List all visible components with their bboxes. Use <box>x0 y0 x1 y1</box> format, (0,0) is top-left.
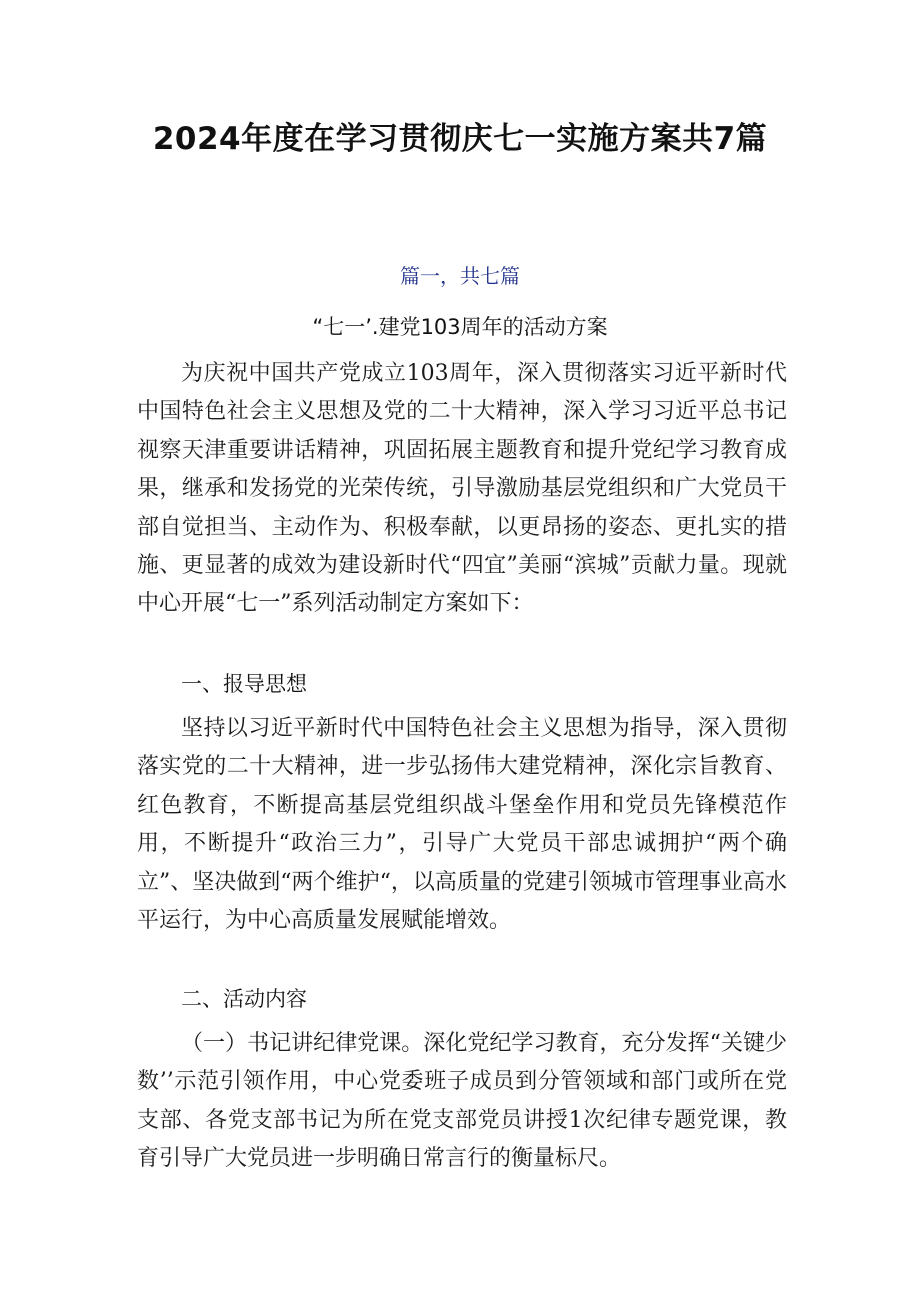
document-subtitle: “七一’.建党103周年的活动方案 <box>312 315 608 339</box>
section-heading-guiding-ideology: 一、报导思想 <box>181 672 307 696</box>
activity-content-paragraph: （一）书记讲纪律党课。深化党纪学习教育，充分发挥“关键少数’’示范引领作用，中心党委班子成员到分管领域和部门或所在党支部、各党支部书记为所在党支部党员讲授1次纪律专题党课，教育引导广大党员进一步明确日常言行的衡量标尺。 <box>137 1031 787 1172</box>
guiding-ideology-paragraph: 坚持以习近平新时代中国特色社会主义思想为指导，深入贯彻落实党的二十大精神，进一步弘扬伟大建党精神，深化宗旨教育、红色教育，不断提高基层党组织战斗堡垒作用和党员先锋模范作用，不断提升“政治三力”，引导广大党员干部忠诚拥护“两个确立”、坚决做到“两个维护“，以高质量的党建引领城市管理事业高水平运行，为中心高质量发展赋能增效。 <box>137 716 787 934</box>
chapter-label: 篇一，共七篇 <box>400 264 520 288</box>
section-heading-activity-content: 二、活动内容 <box>181 987 307 1011</box>
document-title: 2024年度在学习贯彻庆七一实施方案共7篇 <box>152 121 768 157</box>
intro-paragraph: 为庆祝中国共产党成立103周年，深入贯彻落实习近平新时代中国特色社会主义思想及党的二十大精神，深入学习习近平总书记视察天津重要讲话精神，巩固拓展主题教育和提升党纪学习教育成果，继承和发扬党的光荣传统，引导激励基层党组织和广大党员干部自觉担当、主动作为、积极奉献，以更昂扬的姿态、更扎实的措施、更显著的成效为建设新时代“四宜”美丽“滨城”贡献力量。现就中心开展“七一”系列活动制定方案如下： <box>137 361 787 617</box>
